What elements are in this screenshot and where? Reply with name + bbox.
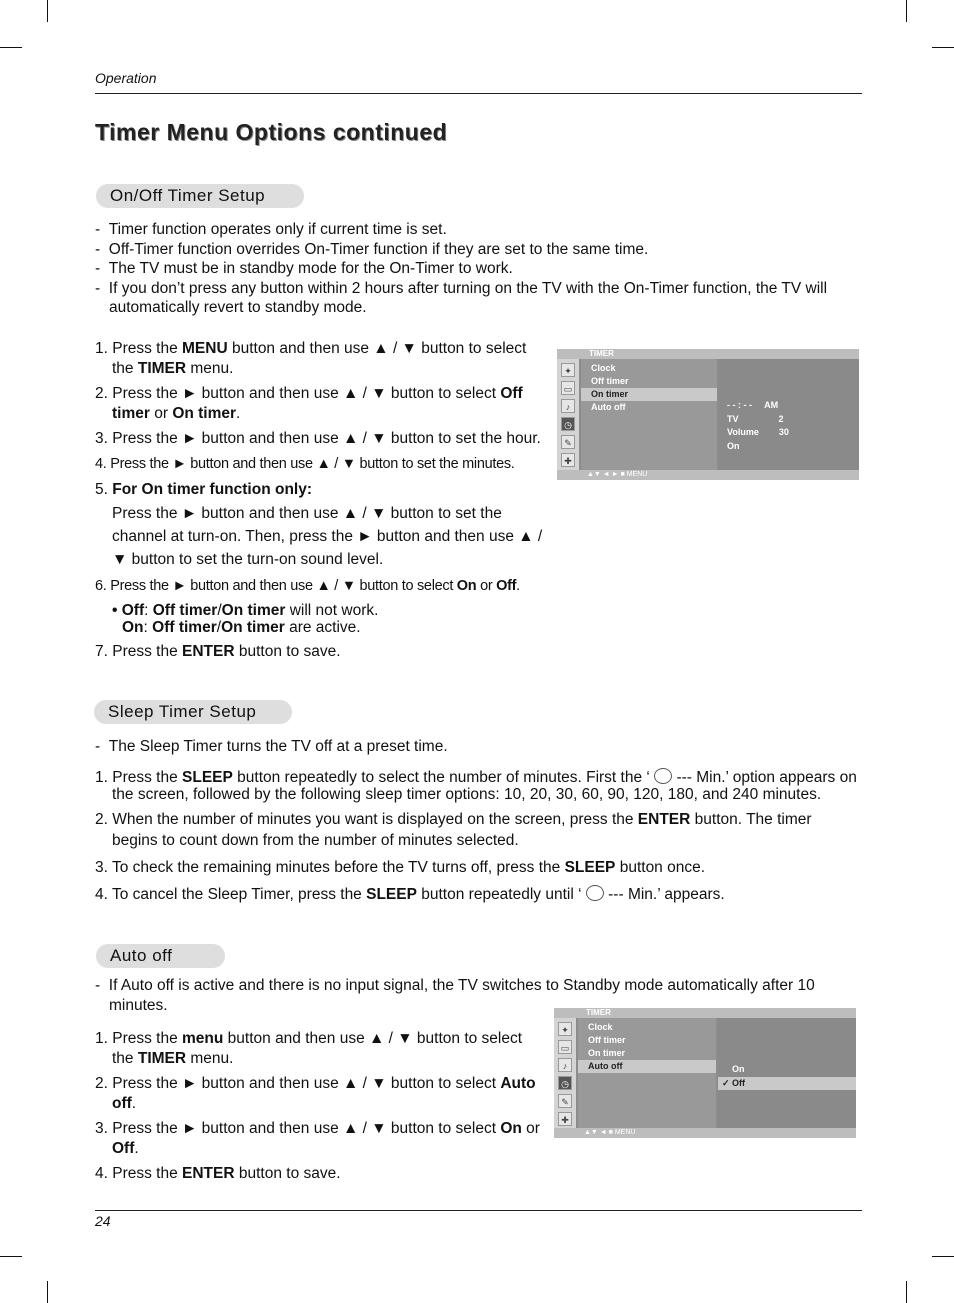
crop-mark bbox=[47, 1281, 48, 1303]
bullet-on: On: Off timer/On timer are active. bbox=[122, 619, 361, 636]
osd-values bbox=[719, 359, 859, 470]
osd-item: Clock bbox=[588, 1022, 613, 1032]
step-7: 7. Press the ENTER button to save. bbox=[95, 643, 341, 660]
picture-icon: ▭ bbox=[558, 1040, 572, 1054]
step-1: 1. Press the SLEEP button repeatedly to select the number of minutes. First the ‘ --- Min.’ option appears on the screen, followed by the following sleep timer options: 10, 20, 30, 60, 90, 120, 180, and 240 minutes. bbox=[95, 769, 857, 803]
osd-item: Clock bbox=[591, 363, 616, 373]
step-5: 5. For On timer function only: bbox=[95, 481, 313, 498]
timer-icon: ◷ bbox=[558, 1076, 572, 1090]
osd-title: TIMER bbox=[554, 1008, 856, 1018]
step-4: 4. To cancel the Sleep Timer, press the SLEEP button repeatedly until ‘ --- Min.’ appears. bbox=[95, 886, 725, 903]
sleep-notes bbox=[95, 737, 855, 757]
osd-item-selected: Auto off bbox=[578, 1060, 716, 1073]
step-4: 4. Press the ► button and then use ▲ / ▼ button to set the minutes. bbox=[95, 455, 515, 472]
osd-nav-hint: ▲▼ ◄ ► ■ MENU bbox=[557, 470, 859, 480]
crop-mark bbox=[906, 1281, 907, 1303]
crop-mark bbox=[906, 0, 907, 22]
note: - If you don’t press any button within 2 hours after turning on the TV with the On-Timer function, the TV will automatically revert to standby mode. bbox=[95, 279, 855, 318]
timer-icon: ◷ bbox=[561, 417, 575, 431]
note: - Off-Timer function overrides On-Timer function if they are set to the same time. bbox=[95, 240, 855, 260]
sleep-icon bbox=[586, 885, 604, 901]
step-1: 1. Press the MENU button and then use ▲ / ▼ button to select the TIMER menu. bbox=[95, 340, 527, 377]
lock-icon: ✚ bbox=[558, 1112, 572, 1126]
step-2: 2. Press the ► button and then use ▲ / ▼ button to select Off timer or On timer. bbox=[95, 385, 523, 422]
osd-icon-column bbox=[554, 1018, 576, 1128]
note: - The Sleep Timer turns the TV off at a preset time. bbox=[95, 737, 855, 757]
page-title: Timer Menu Options continued bbox=[95, 119, 448, 145]
sleep-icon bbox=[654, 768, 672, 784]
section-heading-autooff: Auto off bbox=[96, 944, 225, 968]
step-3: 3. Press the ► button and then use ▲ / ▼ button to set the hour. bbox=[95, 430, 541, 447]
step-3: 3. Press the ► button and then use ▲ / ▼ button to select On or Off. bbox=[95, 1120, 540, 1157]
antenna-icon: ✦ bbox=[561, 363, 575, 377]
step-6: 6. Press the ► button and then use ▲ / ▼ button to select On or Off. bbox=[95, 577, 520, 594]
crop-mark bbox=[932, 1256, 954, 1257]
note: - Timer function operates only if current time is set. bbox=[95, 220, 855, 240]
header-rule bbox=[95, 93, 862, 94]
osd-timer-menu bbox=[557, 349, 859, 480]
osd-time: - - : - - AM bbox=[727, 400, 779, 410]
lock-icon: ✚ bbox=[561, 453, 575, 467]
step-4: 4. Press the ENTER button to save. bbox=[95, 1165, 341, 1182]
footer-rule bbox=[95, 1210, 862, 1211]
osd-option-on: On bbox=[732, 1064, 745, 1074]
osd-item: Off timer bbox=[588, 1035, 626, 1045]
running-header: Operation bbox=[95, 70, 157, 86]
osd-title: TIMER bbox=[557, 349, 859, 359]
crop-mark bbox=[0, 47, 22, 48]
onoff-notes bbox=[95, 220, 855, 318]
osd-values bbox=[718, 1018, 856, 1128]
osd-volume: Volume 30 bbox=[727, 427, 789, 437]
setup-icon: ✎ bbox=[561, 435, 575, 449]
osd-icon-column bbox=[557, 359, 579, 470]
sleep-steps bbox=[95, 768, 860, 911]
osd-menu-list bbox=[581, 359, 717, 470]
sound-icon: ♪ bbox=[561, 399, 575, 413]
crop-mark bbox=[932, 47, 954, 48]
page-number: 24 bbox=[95, 1213, 111, 1229]
osd-timer-menu bbox=[554, 1008, 856, 1138]
osd-item: Auto off bbox=[591, 402, 626, 412]
step-2: 2. When the number of minutes you want is displayed on the screen, press the ENTER button. The timer begins to count down from the number of minutes selected. bbox=[95, 811, 812, 849]
step-5-text: Press the ► button and then use ▲ / ▼ button to set the channel at turn-on. Then, press the ► button and then use ▲ / ▼ button to set the turn-on sound level. bbox=[112, 504, 543, 568]
osd-nav-hint: ▲▼ ◄ ■ MENU bbox=[554, 1128, 856, 1138]
setup-icon: ✎ bbox=[558, 1094, 572, 1108]
step-2: 2. Press the ► button and then use ▲ / ▼ button to select Auto off. bbox=[95, 1075, 536, 1112]
osd-item: Off timer bbox=[591, 376, 629, 386]
onoff-steps bbox=[95, 339, 547, 668]
osd-item: On timer bbox=[588, 1048, 626, 1058]
osd-option-off: ✓ Off bbox=[718, 1077, 856, 1091]
antenna-icon: ✦ bbox=[558, 1022, 572, 1036]
crop-mark bbox=[47, 0, 48, 22]
sound-icon: ♪ bbox=[558, 1058, 572, 1072]
step-3: 3. To check the remaining minutes before the TV turns off, press the SLEEP button once. bbox=[95, 859, 706, 876]
section-heading-onoff: On/Off Timer Setup bbox=[96, 184, 304, 208]
osd-on: On bbox=[727, 440, 740, 451]
osd-tv: TV 2 bbox=[727, 413, 784, 424]
crop-mark bbox=[0, 1256, 22, 1257]
bullet-off: • Off: Off timer/On timer will not work. bbox=[112, 602, 379, 619]
step-1: 1. Press the menu button and then use ▲ / ▼ button to select the TIMER menu. bbox=[95, 1030, 523, 1067]
section-heading-sleep: Sleep Timer Setup bbox=[94, 700, 292, 724]
picture-icon: ▭ bbox=[561, 381, 575, 395]
osd-menu-list bbox=[578, 1018, 716, 1128]
note: - If Auto off is active and there is no input signal, the TV switches to Standby mode automatically after 10 minutes. bbox=[95, 976, 855, 1015]
note: - The TV must be in standby mode for the On-Timer to work. bbox=[95, 259, 855, 279]
osd-item-selected: On timer bbox=[581, 388, 717, 401]
autooff-steps bbox=[95, 1029, 547, 1190]
